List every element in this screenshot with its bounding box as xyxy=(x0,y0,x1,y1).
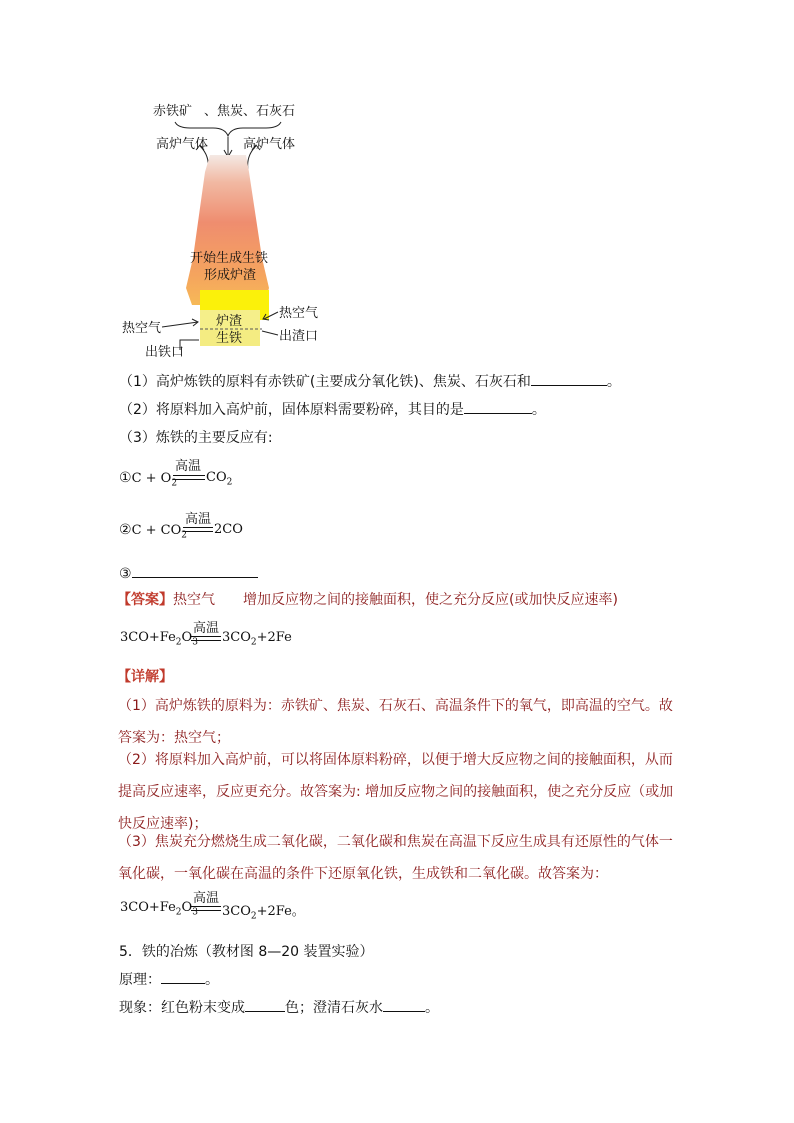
question-2-end: 。 xyxy=(531,402,546,418)
detail-equation-left: $3CO+Fe_2O_3$ xyxy=(120,900,198,918)
phenomenon-label: 现象：红色粉末变成 xyxy=(119,1000,245,1016)
reaction-3-blank[interactable] xyxy=(132,563,258,578)
question-1-blank[interactable] xyxy=(531,371,607,386)
question-2-blank[interactable] xyxy=(464,399,532,414)
section-5-principle xyxy=(119,969,219,990)
diagram-label-gas-left: 高炉气体 xyxy=(156,137,209,152)
answer-tag: 【答案】 xyxy=(117,592,173,608)
question-1 xyxy=(119,371,621,392)
diagram-label-coke-limestone: 、焦炭、石灰石 xyxy=(204,104,296,119)
feed-bracket xyxy=(175,122,281,136)
reaction-1-product: $CO_2$ xyxy=(206,470,233,488)
slag-outlet-line xyxy=(262,331,278,335)
phenomenon-end: 。 xyxy=(425,1000,439,1016)
detail-equation-right: $3CO_2+2Fe$。 xyxy=(222,904,305,922)
slag-outlet-label: 出渣口 xyxy=(279,329,319,344)
reaction-2-number: ② xyxy=(119,522,132,538)
answer-1: 热空气 xyxy=(173,592,215,608)
diagram-label-iron-ore: 赤铁矿 xyxy=(153,104,193,119)
detail-paragraph-3: （3）焦炭充分燃烧生成二氧化碳，二氧化碳和焦炭在高温下反应生成具有还原性的气体一氧化碳，一氧化碳在高温的条件下还原氧化铁，生成铁和二氧化碳。故答案为： xyxy=(118,834,673,882)
question-2-text: （2）将原料加入高炉前，固体原料需要粉碎，其目的是 xyxy=(119,402,464,418)
question-1-end: 。 xyxy=(606,374,621,390)
zone-text-line2: 形成炉渣 xyxy=(204,268,257,283)
answer-equation-condition: 高温 xyxy=(193,621,220,636)
reaction-1-reactants: $C + O_2$ xyxy=(131,471,178,489)
iron-outlet-label: 出铁口 xyxy=(145,345,185,360)
zone-text-line1: 开始生成生铁 xyxy=(190,251,269,266)
reaction-1-equals xyxy=(173,475,205,480)
reaction-1 xyxy=(119,468,177,494)
reaction-3 xyxy=(119,563,258,584)
answer-line xyxy=(117,590,618,610)
reaction-2 xyxy=(119,520,187,546)
answer-equation-left: $3CO+Fe_2O_3$ xyxy=(120,630,198,648)
detail-tag xyxy=(117,667,173,687)
detail-equation-condition: 高温 xyxy=(193,891,220,906)
answer-2: 增加反应物之间的接触面积，使之充分反应(或加快反应速率) xyxy=(243,592,618,608)
section-5-phenomenon xyxy=(119,997,439,1018)
reaction-3-number: ③ xyxy=(119,566,132,582)
section-5-title: 5．铁的冶炼（教材图 8—20 装置实验） xyxy=(119,944,374,960)
phenomenon-mid: 色；澄清石灰水 xyxy=(285,1000,383,1016)
question-3 xyxy=(119,428,273,448)
hot-air-right-label: 热空气 xyxy=(279,306,319,321)
question-2 xyxy=(119,399,546,420)
principle-blank[interactable] xyxy=(161,969,205,984)
reaction-2-reactants: $C + CO_2$ xyxy=(131,523,188,541)
reaction-1-condition: 高温 xyxy=(175,459,202,474)
reaction-2-equals xyxy=(183,527,213,532)
phenomenon-blank-1[interactable] xyxy=(245,997,285,1012)
principle-end: 。 xyxy=(205,972,219,988)
reaction-1-number: ① xyxy=(119,470,132,486)
answer-equation-right: $3CO_2+2Fe$ xyxy=(222,630,292,648)
reaction-2-product: 2CO xyxy=(214,522,243,537)
question-3-text: （3）炼铁的主要反应有: xyxy=(119,430,273,446)
diagram-label-gas-right: 高炉气体 xyxy=(243,137,296,152)
detail-paragraph-2: （2）将原料加入高炉前，可以将固体原料粉碎，以便于增大反应物之间的接触面积，从而提高反应速率，反应更充分。故答案为: 增加反应物之间的接触面积，使之充分反应（或加快反应速率)； xyxy=(118,752,674,832)
blast-furnace-diagram xyxy=(110,95,340,365)
phenomenon-blank-2[interactable] xyxy=(383,997,425,1012)
slag-label: 炉渣 xyxy=(216,314,243,329)
detail-tag-text: 【详解】 xyxy=(117,669,173,685)
detail-paragraph-1: （1）高炉炼铁的原料为：赤铁矿、焦炭、石灰石、高温条件下的氧气，即高温的空气。故答案为：热空气； xyxy=(118,698,673,746)
hot-air-left-arrow xyxy=(162,322,198,327)
question-1-text: （1）高炉炼铁的原料有赤铁矿(主要成分氧化铁)、焦炭、石灰石和 xyxy=(119,374,531,390)
pig-iron-label: 生铁 xyxy=(216,331,243,346)
hot-air-left-label: 热空气 xyxy=(122,321,162,336)
principle-label: 原理： xyxy=(119,972,161,988)
reaction-2-condition: 高温 xyxy=(185,512,212,527)
